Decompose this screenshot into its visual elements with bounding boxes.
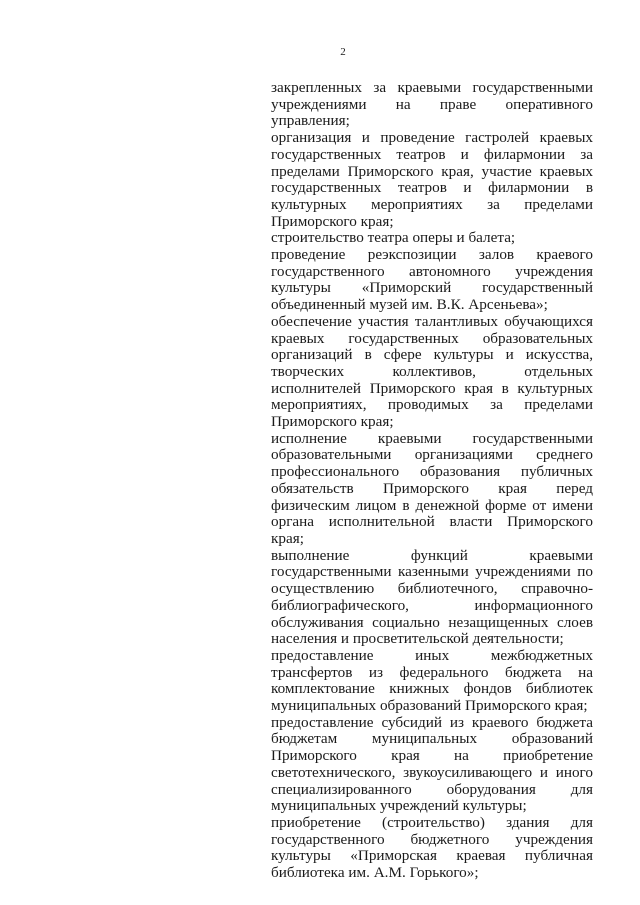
paragraph-public-obligations: исполнение краевыми государственными образовательными организациями среднего профессионального образования публичных обязательств Приморского края перед физическим лицом в денежной форме от имени органа исполнительной власти Приморского края; — [271, 429, 593, 547]
paragraph-library-building: приобретение (строительство) здания для государственного бюджетного учреждения культуры «Приморская краевая публичная библиотека им. А.М. Горького»; — [271, 813, 593, 882]
paragraph-library-services: выполнение функций краевыми государственными казенными учреждениями по осуществлению библиотечного, справочно-библиографического, информационного обслуживания социально незащищенных слоев населения и просветительской деятельности; — [271, 546, 593, 648]
paragraph-museum: проведение реэкспозиции залов краевого государственного автономного учреждения культуры «Приморский государственный объединенный музей им. В.К. Арсеньева»; — [271, 246, 593, 314]
document-body — [271, 80, 593, 882]
page-number: 2 — [340, 46, 346, 58]
paragraph-assets: закрепленных за краевыми государственными учреждениями на праве оперативного управления; — [271, 79, 593, 130]
paragraph-interbudget-transfers: предоставление иных межбюджетных трансфертов из федерального бюджета на комплектование книжных фондов библиотек муниципальных образований Приморского края; — [271, 646, 593, 715]
paragraph-talented-students: обеспечение участия талантливых обучающихся краевых государственных образовательных организаций в сфере культуры и искусства, творческих коллективов, отдельных исполнителей Приморского края в культурных мероприятиях, проводимых за пределами Приморского края; — [271, 312, 593, 431]
paragraph-tours: организация и проведение гастролей краевых государственных театров и филармонии за пределами Приморского края, участие краевых государственных театров и филармонии в культурных мероприятиях за пределами Приморского края; — [271, 129, 593, 230]
paragraph-subsidies: предоставление субсидий из краевого бюджета бюджетам муниципальных образований Приморского края на приобретение светотехнического, звукоусиливающего и иного специализированного оборудования для муниципальных учреждений культуры; — [271, 713, 593, 815]
paragraph-opera-theatre: строительство театра оперы и балета; — [271, 229, 516, 247]
